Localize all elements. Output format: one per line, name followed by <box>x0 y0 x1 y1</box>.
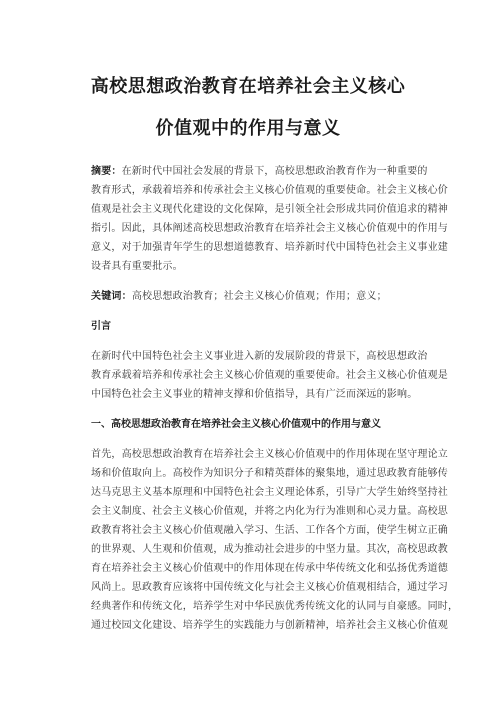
section-1-line: 会主义制度、社会主义核心价值观，并将之内化为行为准则和心灵力量。高校思 <box>91 506 448 517</box>
abstract-line: 设者具有重要批示。 <box>91 261 183 272</box>
keywords-text: 高校思想政治教育；社会主义核心价值观；作用；意义； <box>131 291 387 302</box>
abstract-line: 指引。因此，具体阐述高校思想政治教育在培养社会主义核心价值观中的作用与 <box>91 223 448 234</box>
section-1-line: 首先，高校思想政治教育在培养社会主义核心价值观中的作用体现在坚守理论立 <box>91 449 448 460</box>
section-1-line: 政教育将社会主义核心价值观融入学习、生活、工作各个方面，使学生树立正确 <box>91 525 448 536</box>
abstract-line: 意义，对于加强青年学生的思想道德教育、培养新时代中国特色社会主义事业建 <box>91 242 448 253</box>
section-1-line: 场和价值取向上。高校作为知识分子和精英群体的聚集地，通过思政教育能够传 <box>91 468 448 479</box>
section-1-line: 通过校园文化建设、培养学生的实践能力与创新精神，培养社会主义核心价值观 <box>91 620 448 631</box>
section-1-line: 育在培养社会主义核心价值观中的作用体现在传承中华传统文化和弘扬优秀道德 <box>91 563 448 574</box>
abstract-line: 在新时代中国社会发展的背景下，高校思想政治教育作为一种重要的 <box>121 166 428 177</box>
section-1-line: 的世界观、人生观和价值观，成为推动社会进步的中坚力量。其次，高校思政教 <box>91 544 448 555</box>
keywords-label: 关键词： <box>91 291 132 302</box>
abstract-line: 值观是社会主义现代化建设的文化保障，是引领全社会形成共同价值追求的精神 <box>91 204 448 215</box>
section-1-line: 经典著作和传统文化，培养学生对中华民族优秀传统文化的认同与自豪感。同时， <box>91 601 459 612</box>
intro-line: 教育承载着培养和传承社会主义核心价值观的重要使命。社会主义核心价值观是 <box>91 370 448 381</box>
section-1-line: 风尚上。思政教育应该将中国传统文化与社会主义核心价值观相结合，通过学习 <box>91 582 448 593</box>
abstract-first-line <box>91 165 428 178</box>
section-1-heading: 一、高校思想政治教育在培养社会主义核心价值观中的作用与意义 <box>91 419 381 430</box>
section-1-line: 达马克思主义基本原理和中国特色社会主义理论体系，引导广大学生始终坚持社 <box>91 487 448 498</box>
document-title-line-2: 价值观中的作用与意义 <box>155 118 341 139</box>
abstract-line: 教育形式，承载着培养和传承社会主义核心价值观的重要使命。社会主义核心价 <box>91 185 448 196</box>
intro-line: 中国特色社会主义事业的精神支撑和价值指导，具有广泛而深远的影响。 <box>91 389 418 400</box>
abstract-label: 摘要： <box>91 166 122 177</box>
intro-line: 在新时代中国特色社会主义事业进入新的发展阶段的背景下，高校思想政治 <box>91 351 428 362</box>
document-title-line-1: 高校思想政治教育在培养社会主义核心 <box>90 76 406 97</box>
intro-heading: 引言 <box>91 321 111 332</box>
keywords-line <box>91 290 387 303</box>
